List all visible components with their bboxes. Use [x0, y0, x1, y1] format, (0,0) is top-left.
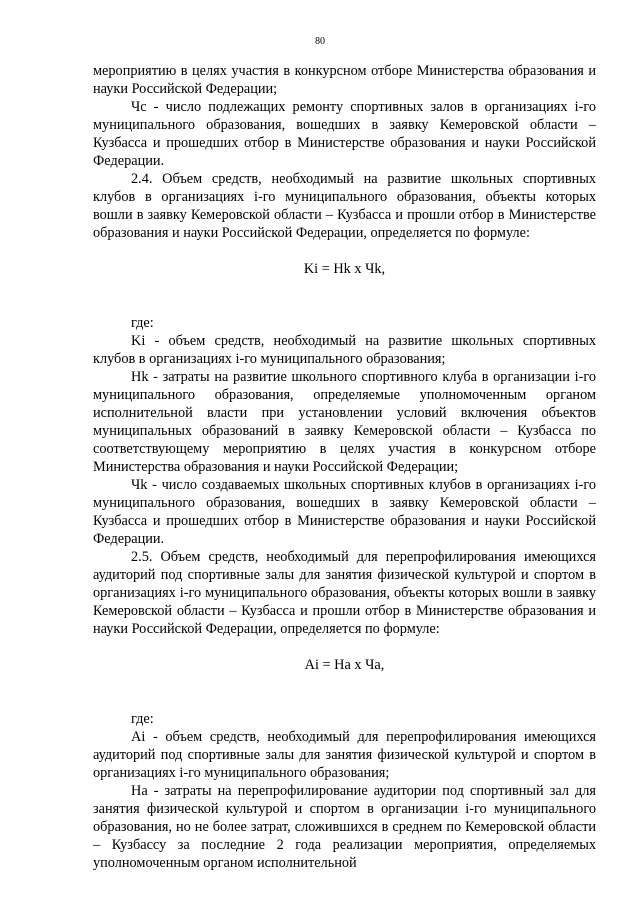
paragraph-ki-definition: Ki - объем средств, необходимый на развитие школьных спортивных клубов в организациях i-го муниципального образования; — [93, 333, 596, 367]
paragraph-continuation: мероприятию в целях участия в конкурсном отборе Министерства образования и науки Российской Федерации; — [93, 63, 596, 97]
paragraph-2-5: 2.5. Объем средств, необходимый для перепрофилирования имеющихся аудиторий под спортивные залы для занятия физической культурой и спортом в организациях i-го муниципального образования, объекты которых вошли в заявку Кемеровской области – Кузбасса и прошли отбор в Министерстве образования и науки Российской Федерации, определяется по формуле: — [93, 549, 596, 637]
document-body — [93, 62, 596, 872]
page-number: 80 — [315, 36, 325, 47]
paragraph-na-definition: На - затраты на перепрофилирование аудитории под спортивный зал для занятия физической культурой и спортом в организации i-го муниципального образования, но не более затрат, сложившихся в среднем по Кемеровской области – Кузбассу за последние 2 года реализации мероприятия, определяемых уполномоченным органом исполнительной — [93, 783, 596, 871]
formula-ki: Ki = Нk х Чk, — [303, 261, 386, 277]
paragraph-2-4: 2.4. Объем средств, необходимый на развитие школьных спортивных клубов в организациях i-го муниципального образования, объекты которых вошли в заявку Кемеровской области – Кузбасса и прошли отбор в Министерстве образования и науки Российской Федерации, определяется по формуле: — [93, 171, 596, 241]
paragraph-ai-definition: Ai - объем средств, необходимый для перепрофилирования имеющихся аудиторий под спортивные залы для занятия физической культурой и спортом в организациях i-го муниципального образования; — [93, 729, 596, 781]
paragraph-chk-definition: Чk - число создаваемых школьных спортивных клубов в организациях i-го муниципального образования, вошедших в заявку Кемеровской области – Кузбасса и прошедших отбор в Министерстве образования и науки Российской Федерации. — [93, 477, 596, 547]
where-label-1: где: — [131, 315, 154, 331]
paragraph-chs-definition: Чс - число подлежащих ремонту спортивных залов в организациях i-го муниципального образования, вошедших в заявку Кемеровской области – Кузбасса и прошедших отбор в Министерстве образования и науки Российской Федерации. — [93, 99, 596, 169]
where-label-2: где: — [131, 711, 154, 727]
formula-ai: Ai = На х Ча, — [304, 657, 385, 673]
paragraph-nk-definition: Нk - затраты на развитие школьного спортивного клуба в организации i-го муниципального образования, определяемые уполномоченным органом исполнительной власти при установлении условий включения объектов муниципальных образований в заявку Кемеровской области – Кузбасса по соответствующему мероприятию в целях участия в конкурсном отборе Министерства образования и науки Российской Федерации; — [93, 369, 596, 475]
